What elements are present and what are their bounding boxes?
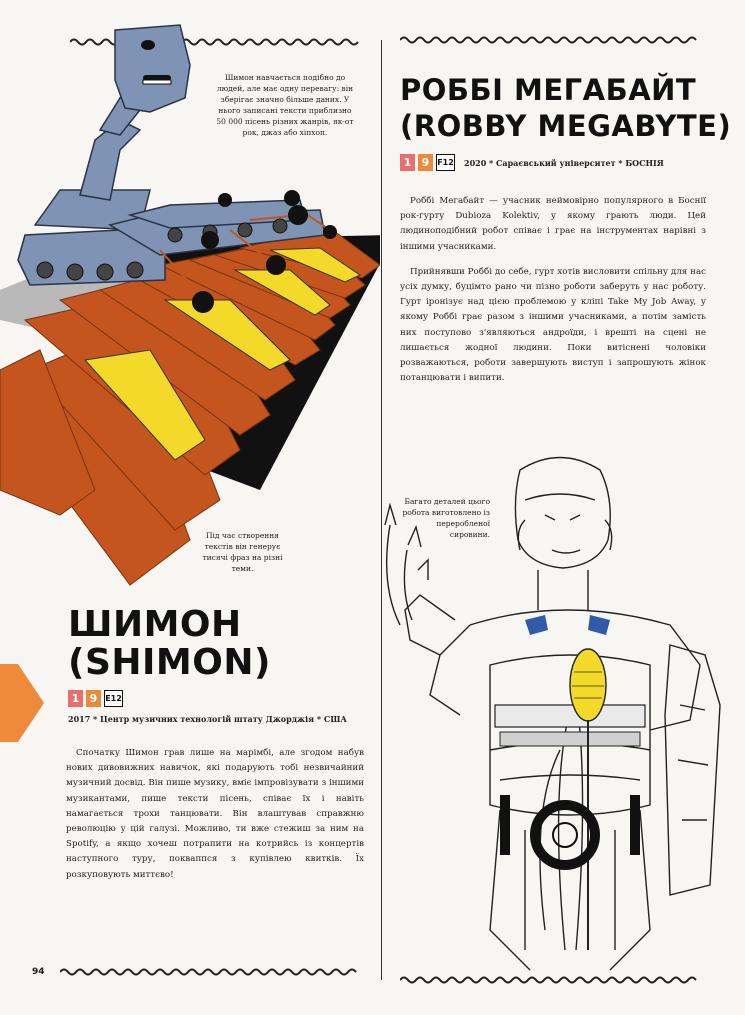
shimon-title-line1: ШИМОН [68,604,242,645]
shimon-title [68,606,271,682]
shimon-badges [68,690,123,707]
badge-outline: E12 [104,690,123,707]
chapter-tab-marker [0,664,44,742]
wavy-divider-bottom-right [400,976,700,984]
robby-robot-illustration [360,450,745,975]
badge-red: 1 [400,154,415,171]
shimon-body-paragraph: Спочатку Шимон грав лише на марімбі, але згодом набув нових дивовижних навичок, які подарують тобі незвичайний музичний досвід. Він пише музику, вміє імпровізувати з іншими музикантами, пише тексти пісень, співає їх і навіть намагається трохи танцювати. Він влаштував справжню революцію у цій галузі. Можливо, ти вже стежиш за ним на Spotify, а якщо хочеш потрапити на котрийсь із концертів наступного туру, покваппся з купівлею квитків. Їх розкуповують миттєво! [66,748,364,880]
robby-title-line1: РОББІ МЕГАБАЙТ [400,73,697,107]
wavy-divider-top-right [400,36,700,44]
shimon-body [66,746,364,893]
shimon-title-line2: (SHIMON) [68,642,271,683]
badge-red: 1 [68,690,83,707]
page-number: 94 [32,967,45,977]
robby-meta: 2020 * Сараєвський університет * БОСНІЯ [464,157,664,168]
shimon-caption-bottom: Під час створення текстів він генерує тисячі фраз на різні теми. [202,531,283,573]
badge-orange: 9 [418,154,433,171]
robby-body-paragraph-1: Роббі Мегабайт — учасник неймовірно популярного в Боснії рок-гурту Dubioza Kolektiv, у якому грають люди. Цей людиноподібний робот співає і грає на інструментах нарівні з іншими учасниками. [400,196,706,252]
wavy-divider-bottom-left [60,968,360,976]
shimon-meta: 2017 * Центр музичних технологій штату Джорджія * США [68,714,347,724]
robby-body [400,194,706,396]
shimon-caption-top: Шимон навчається подібно до людей, але має одну перевагу: він зберігає значно більше даних. У нього записані тексти приблизно 50 000 пісень різних жанрів, як-от рок, джаз або хіпхоп. [216,73,354,137]
robby-badges [400,154,664,171]
badge-orange: 9 [86,690,101,707]
robby-title-line2: (ROBBY MEGABYTE) [400,109,732,143]
robby-caption: Багато деталей цього робота виготовлено із переробленої сировини. [402,497,490,539]
robby-title [400,72,731,144]
badge-outline: F12 [436,154,455,171]
robby-body-paragraph-2: Прийнявши Роббі до себе, гурт хотів висловити спільну для нас усіх думку, буцімто рано чи пізно роботи заберуть у нас роботу. Гурт іронізує над цією проблемою у кліпі Take My Job Away, у якому Роббі грає разом з іншими учасниками, а потім замість них поступово з'являються андроїди, і врешті на сцені не лишається жодної людини. Поки витіснені чоловіки розважаються, роботи завершують виступ і запрошують жінок потанцювати і випити. [400,266,706,384]
